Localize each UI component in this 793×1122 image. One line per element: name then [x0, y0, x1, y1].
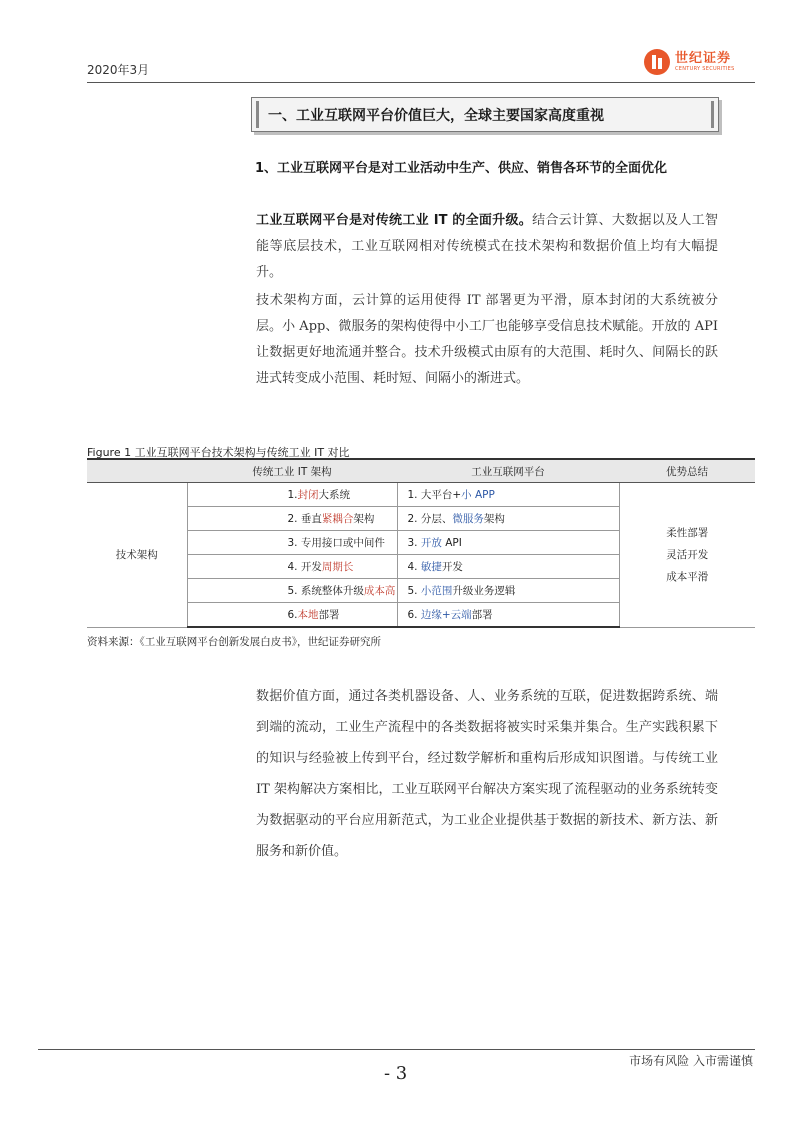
logo-name-en: CENTURY SECURITIES — [675, 66, 735, 72]
figure-caption: Figure 1 工业互联网平台技术架构与传统工业 IT 对比 — [87, 446, 350, 459]
logo-name-cn: 世纪证券 — [675, 51, 732, 66]
summary-item: 成本平滑 — [666, 570, 709, 583]
company-logo — [644, 46, 754, 78]
table-header-platform: 工业互联网平台 — [397, 459, 619, 483]
cell-highlight: 周期长 — [321, 561, 354, 573]
cell-text: 2. 垂直 — [287, 513, 322, 525]
cell-text: 6. — [407, 609, 421, 621]
cell-highlight: 封闭 — [297, 489, 319, 501]
summary-item: 柔性部署 — [666, 526, 709, 539]
logo-mark-icon — [644, 49, 670, 75]
cell-text: 3. — [407, 537, 421, 549]
cell-traditional — [187, 483, 397, 507]
cell-traditional — [187, 507, 397, 531]
cell-text: 4. — [407, 561, 421, 573]
cell-text: 4. 开发 — [287, 561, 322, 573]
cell-highlight: 成本高 — [363, 585, 396, 597]
paragraph-intro — [256, 208, 718, 286]
cell-text: 5. 系统整体升级 — [287, 585, 364, 597]
cell-platform — [397, 603, 619, 628]
cell-text: API — [441, 537, 462, 549]
paragraph-data-value: 数据价值方面，通过各类机器设备、人、业务系统的互联，促进数据跨系统、端到端的流动，工业生产流程中的各类数据将被实时采集并集合。生产实践积累下的知识与经验被上传到平台，经过数学解析和重构后形成知识图谱。与传统工业 IT 架构解决方案相比，工业互联网平台解决方案实现了流程驱动的业务系统转变为数据驱动的平台应用新范式，为工业企业提供基于数据的新技术、新方法、新服务和新价值。 — [256, 689, 718, 859]
figure-source: 资料来源：《工业互联网平台创新发展白皮书》，世纪证券研究所 — [87, 636, 381, 648]
risk-disclaimer: 市场有风险 入市需谨慎 — [629, 1054, 753, 1068]
cell-highlight: 小 APP — [461, 489, 495, 501]
cell-traditional — [187, 531, 397, 555]
cell-text: 部署 — [318, 609, 340, 621]
cell-text: 升级业务逻辑 — [452, 585, 516, 597]
cell-highlight: 敏捷 — [420, 561, 442, 573]
row-label-tech-architecture: 技术架构 — [87, 483, 187, 628]
cell-traditional — [187, 555, 397, 579]
report-date: 2020年3月 — [87, 63, 150, 77]
cell-platform — [397, 531, 619, 555]
cell-text: 1. — [287, 489, 298, 501]
cell-text: 架构 — [353, 513, 375, 525]
cell-text: 架构 — [483, 513, 505, 525]
paragraph-tech-architecture: 技术架构方面，云计算的运用使得 IT 部署更为平滑，原本封闭的大系统被分层。小 App、微服务的架构使得中小工厂也能够享受信息技术赋能。开放的 API 让数据更好地流通并整合。技术升级模式由原有的大范围、耗时久、间隔长的跃进式转变成小范围、耗时短、间隔小的渐进式。 — [256, 293, 718, 386]
cell-text: 2. 分层、 — [407, 513, 453, 525]
cell-text: 5. — [407, 585, 421, 597]
header-divider — [87, 82, 755, 83]
cell-highlight: 本地 — [297, 609, 319, 621]
paragraph-intro-body: 结合云计算、大数据以及人工智能等底层技术，工业互联网相对传统模式在技术架构和数据价值上均有大幅提升。 — [256, 213, 718, 280]
cell-highlight: 边缘+云端 — [420, 609, 472, 621]
summary-item: 灵活开发 — [666, 548, 709, 561]
cell-platform — [397, 507, 619, 531]
cell-highlight: 开放 — [420, 537, 442, 549]
page-number: - 3 — [384, 1063, 408, 1084]
cell-text: 开发 — [441, 561, 463, 573]
table-row — [87, 483, 755, 507]
paragraph-intro-lead: 工业互联网平台是对传统工业 IT 的全面升级。 — [256, 213, 533, 228]
table-header-summary: 优势总结 — [619, 459, 755, 483]
footer-divider — [38, 1049, 755, 1050]
table-header-traditional: 传统工业 IT 架构 — [187, 459, 397, 483]
table-header-blank — [87, 459, 187, 483]
cell-text: 1. 大平台+ — [407, 489, 462, 501]
advantage-summary — [619, 483, 755, 628]
cell-highlight: 小范围 — [420, 585, 453, 597]
cell-platform — [397, 483, 619, 507]
cell-highlight: 紧耦合 — [321, 513, 354, 525]
cell-traditional — [187, 579, 397, 603]
cell-text: 3. 专用接口或中间件 — [287, 537, 385, 549]
cell-text: 部署 — [471, 609, 493, 621]
section-heading-box — [251, 97, 719, 132]
cell-traditional — [187, 603, 397, 628]
section-title: 一、工业互联网平台价值巨大，全球主要国家高度重视 — [268, 108, 604, 124]
cell-platform — [397, 579, 619, 603]
cell-platform — [397, 555, 619, 579]
subsection-title: 1、工业互联网平台是对工业活动中生产、供应、销售各环节的全面优化 — [255, 161, 668, 176]
cell-highlight: 微服务 — [452, 513, 484, 525]
cell-text: 6. — [287, 609, 298, 621]
comparison-table — [87, 458, 755, 628]
cell-text: 大系统 — [318, 489, 351, 501]
